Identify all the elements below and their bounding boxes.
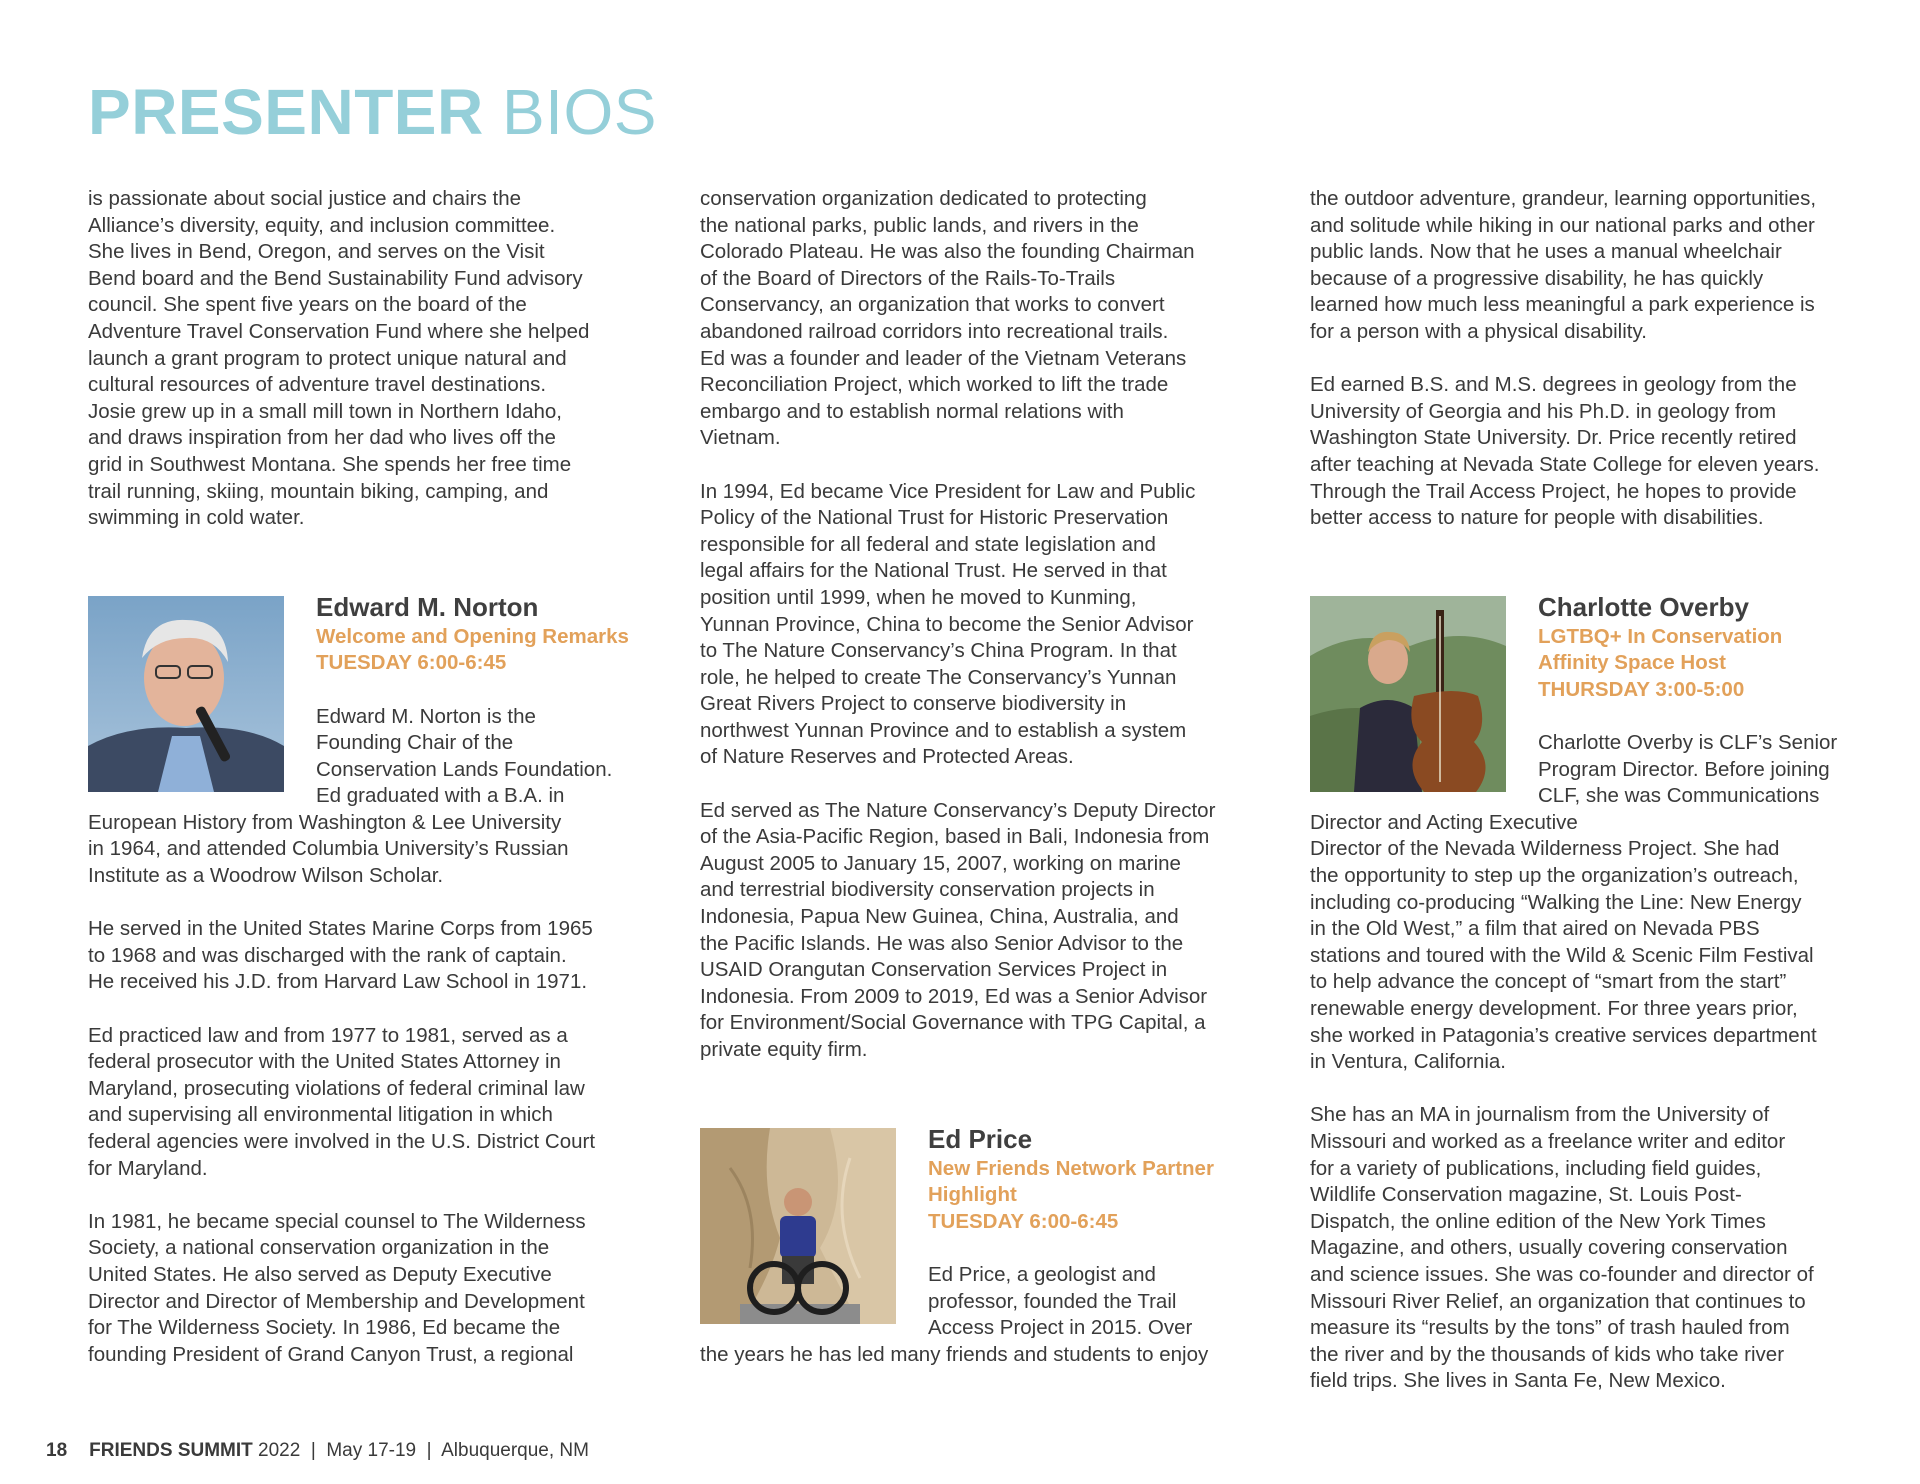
text-line: northwest Yunnan Province and to establish a system	[700, 718, 1187, 742]
edward-norton-time: TUESDAY 6:00-6:45	[316, 651, 507, 675]
edward-norton-role: Welcome and Opening Remarks	[316, 624, 629, 648]
text-line: the opportunity to step up the organization’s outreach,	[1310, 864, 1799, 888]
ed-price-role: Highlight	[928, 1183, 1017, 1207]
text-line: role, he helped to create The Conservancy’s Yunnan	[700, 665, 1177, 689]
text-line: for The Wilderness Society. In 1986, Ed became the	[88, 1316, 561, 1340]
bio-ed-price	[700, 1122, 1250, 1369]
text-line: the river and by the thousands of kids who take river	[1310, 1342, 1785, 1366]
text-line: Ed Price, a geologist and	[928, 1262, 1156, 1286]
text-line: and supervising all environmental litigation in which	[88, 1103, 553, 1127]
text-line: She has an MA in journalism from the University of	[1310, 1103, 1770, 1127]
text-line: founding President of Grand Canyon Trust, a regional	[88, 1342, 574, 1366]
text-line: Ed practiced law and from 1977 to 1981, served as a	[88, 1023, 568, 1047]
text-line: private equity firm.	[700, 1038, 868, 1061]
text-line: legal affairs for the National Trust. He served in that	[700, 559, 1167, 583]
text-line: of the Asia-Pacific Region, based in Bali, Indonesia from	[700, 825, 1210, 849]
text-line: Dispatch, the online edition of the New York Times	[1310, 1209, 1766, 1233]
text-line: because of a progressive disability, he has quickly	[1310, 266, 1764, 290]
text-line: trail running, skiing, mountain biking, camping, and	[88, 479, 549, 503]
text-line: Conservation Lands Foundation.	[316, 757, 613, 781]
text-line: Yunnan Province, China to become the Senior Advisor	[700, 612, 1194, 636]
text-line: She lives in Bend, Oregon, and serves on the Visit	[88, 240, 545, 264]
text-line: Director and Acting Executive	[1310, 810, 1578, 834]
text-line: Indonesia, Papua New Guinea, China, Australia, and	[700, 905, 1179, 929]
text-line: is passionate about social justice and chairs the	[88, 187, 522, 210]
text-line: she worked in Patagonia’s creative services department	[1310, 1023, 1817, 1047]
ed-price-time: TUESDAY 6:00-6:45	[928, 1209, 1119, 1233]
text-line: Ed graduated with a B.A. in	[316, 784, 565, 808]
page-title-light: BIOS	[501, 76, 657, 148]
text-line: He received his J.D. from Harvard Law School in 1971.	[88, 970, 588, 994]
text-line: council. She spent five years on the board of the	[88, 293, 527, 317]
josie-bio-continuation	[88, 186, 638, 532]
text-line: Reconciliation Project, which worked to lift the trade	[700, 373, 1169, 397]
event-name: FRIENDS SUMMIT	[89, 1440, 253, 1461]
text-line: and solitude while hiking in our national parks and other	[1310, 213, 1815, 237]
text-line: Maryland, prosecuting violations of federal criminal law	[88, 1076, 585, 1100]
text-line: Missouri River Relief, an organization that continues to	[1310, 1289, 1806, 1313]
canyon-wheelchair-photo-icon	[700, 1128, 896, 1324]
text-line: learned how much less meaningful a park experience is	[1310, 293, 1815, 317]
text-line: University of Georgia and his Ph.D. in geology from	[1310, 399, 1777, 423]
page-title-bold: PRESENTER	[88, 76, 484, 148]
charlotte-overby-photo	[1310, 596, 1506, 792]
text-line: Magazine, and others, usually covering conservation	[1310, 1236, 1788, 1260]
bio-charlotte-overby	[1310, 590, 1870, 1395]
ed-price-photo	[700, 1128, 896, 1324]
charlotte-overby-role: LGTBQ+ In Conservation	[1538, 624, 1783, 648]
event-details: 2022 | May 17-19 | Albuquerque, NM	[252, 1440, 589, 1461]
price-bio-continuation	[1310, 186, 1870, 532]
ed-price-role: New Friends Network Partner	[928, 1156, 1214, 1180]
text-line: launch a grant program to protect unique natural and	[88, 346, 567, 370]
text-line: Founding Chair of the	[316, 731, 514, 755]
text-line: in 1964, and attended Columbia University’s Russian	[88, 837, 569, 861]
text-line: better access to nature for people with disabilities.	[1310, 506, 1764, 530]
text-line: including co-producing “Walking the Line: New Energy	[1310, 890, 1802, 914]
text-line: Missouri and worked as a freelance writer and editor	[1310, 1130, 1786, 1153]
text-line: Indonesia. From 2009 to 2019, Ed was a Senior Advisor	[700, 984, 1208, 1008]
text-line: Through the Trail Access Project, he hopes to provide	[1310, 479, 1797, 503]
norton-bio-continuation	[700, 186, 1250, 1064]
text-line: In 1994, Ed became Vice President for Law and Public	[700, 479, 1196, 503]
text-line: Society, a national conservation organization in the	[88, 1236, 550, 1260]
column-2	[700, 186, 1250, 1368]
text-line: in Ventura, California.	[1310, 1050, 1507, 1074]
text-line: USAID Orangutan Conservation Services Project in	[700, 958, 1168, 982]
text-line: Wildlife Conservation magazine, St. Louis Post-	[1310, 1183, 1742, 1207]
text-line: to The Nature Conservancy’s China Program. In that	[700, 639, 1177, 663]
text-line: and terrestrial biodiversity conservation projects in	[700, 878, 1155, 902]
page-number: 18	[46, 1440, 68, 1461]
text-line: Adventure Travel Conservation Fund where she helped	[88, 319, 590, 343]
text-line: the Pacific Islands. He was also Senior Advisor to the	[700, 931, 1184, 955]
text-line: United States. He also served as Deputy Executive	[88, 1262, 552, 1286]
text-line: Washington State University. Dr. Price recently retired	[1310, 426, 1797, 450]
text-line: to help advance the concept of “smart from the start”	[1310, 970, 1787, 994]
text-line: of Nature Reserves and Protected Areas.	[700, 745, 1074, 769]
text-line: Ed earned B.S. and M.S. degrees in geology from the	[1310, 373, 1797, 397]
text-line: the national parks, public lands, and rivers in the	[700, 213, 1139, 237]
charlotte-overby-name: Charlotte Overby	[1538, 591, 1749, 622]
text-line: conservation organization dedicated to protecting	[700, 187, 1147, 210]
edward-norton-name: Edward M. Norton	[316, 591, 539, 622]
text-line: Director of the Nevada Wilderness Project. She had	[1310, 837, 1780, 861]
text-line: Conservancy, an organization that works to convert	[700, 293, 1165, 317]
text-line: Edward M. Norton is the	[316, 704, 536, 728]
text-line: Director and Director of Membership and Development	[88, 1289, 585, 1313]
bio-edward-norton	[88, 590, 638, 1369]
text-line: professor, founded the Trail	[928, 1289, 1177, 1313]
charlotte-overby-time: THURSDAY 3:00-5:00	[1538, 677, 1745, 701]
text-line: in the Old West,” a film that aired on Nevada PBS	[1310, 917, 1760, 941]
column-3	[1310, 186, 1870, 1395]
text-line: after teaching at Nevada State College for eleven years.	[1310, 452, 1820, 476]
text-line: grid in Southwest Montana. She spends her free time	[88, 452, 572, 476]
text-line: In 1981, he became special counsel to The Wilderness	[88, 1209, 586, 1233]
edward-norton-photo	[88, 596, 284, 792]
text-line: for a person with a physical disability.	[1310, 319, 1647, 343]
page-title	[88, 74, 657, 150]
text-line: responsible for all federal and state legislation and	[700, 532, 1156, 556]
portrait-photo-icon	[88, 596, 284, 792]
text-line: measure its “results by the tons” of trash hauled from	[1310, 1316, 1790, 1340]
text-line: the years he has led many friends and students to enjoy	[700, 1342, 1209, 1366]
text-line: to 1968 and was discharged with the rank of captain.	[88, 943, 567, 967]
text-line: He served in the United States Marine Corps from 1965	[88, 917, 593, 941]
text-line: Access Project in 2015. Over	[928, 1316, 1193, 1340]
text-line: position until 1999, when he moved to Kunming,	[700, 585, 1137, 609]
text-line: Colorado Plateau. He was also the founding Chairman	[700, 240, 1195, 264]
text-line: federal prosecutor with the United States Attorney in	[88, 1050, 561, 1074]
text-line: European History from Washington & Lee University	[88, 810, 562, 834]
text-line: Vietnam.	[700, 426, 781, 450]
text-line: field trips. She lives in Santa Fe, New Mexico.	[1310, 1369, 1726, 1393]
text-line: of the Board of Directors of the Rails-To-Trails	[700, 266, 1116, 290]
text-line: Ed was a founder and leader of the Vietnam Veterans	[700, 346, 1187, 370]
text-line: Great Rivers Project to conserve biodiversity in	[700, 692, 1127, 716]
text-line: Josie grew up in a small mill town in Northern Idaho,	[88, 399, 562, 423]
text-line: renewable energy development. For three years prior,	[1310, 997, 1798, 1021]
text-line: Institute as a Woodrow Wilson Scholar.	[88, 864, 444, 888]
ed-price-name: Ed Price	[928, 1123, 1033, 1154]
text-line: Alliance’s diversity, equity, and inclusion committee.	[88, 213, 556, 237]
text-line: federal agencies were involved in the U.S. District Court	[88, 1130, 596, 1153]
page-footer	[46, 1439, 589, 1463]
text-line: for Maryland.	[88, 1156, 208, 1180]
text-line: Program Director. Before joining	[1538, 757, 1830, 781]
text-line: August 2005 to January 15, 2007, working on marine	[700, 851, 1181, 875]
text-line: CLF, she was Communications	[1538, 784, 1820, 808]
text-line: and science issues. She was co-founder and director of	[1310, 1262, 1814, 1286]
text-line: embargo and to establish normal relations with	[700, 399, 1124, 423]
text-line: stations and toured with the Wild & Scenic Film Festival	[1310, 943, 1814, 967]
text-line: for a variety of publications, including field guides,	[1310, 1156, 1762, 1180]
text-line: Bend board and the Bend Sustainability Fund advisory	[88, 266, 583, 290]
text-line: cultural resources of adventure travel destinations.	[88, 373, 547, 397]
text-line: Policy of the National Trust for Historic Preservation	[700, 506, 1169, 530]
upright-bass-photo-icon	[1310, 596, 1506, 792]
charlotte-overby-role: Affinity Space Host	[1538, 651, 1726, 675]
text-line: public lands. Now that he uses a manual wheelchair	[1310, 240, 1782, 264]
text-line: swimming in cold water.	[88, 506, 305, 530]
column-1	[88, 186, 638, 1368]
text-line: Ed served as The Nature Conservancy’s Deputy Director	[700, 798, 1216, 822]
text-line: the outdoor adventure, grandeur, learning opportunities,	[1310, 187, 1817, 210]
text-line: for Environment/Social Governance with TPG Capital, a	[700, 1011, 1206, 1035]
text-line: abandoned railroad corridors into recreational trails.	[700, 319, 1169, 343]
text-line: and draws inspiration from her dad who lives off the	[88, 426, 556, 450]
text-line: Charlotte Overby is CLF’s Senior	[1538, 731, 1838, 755]
